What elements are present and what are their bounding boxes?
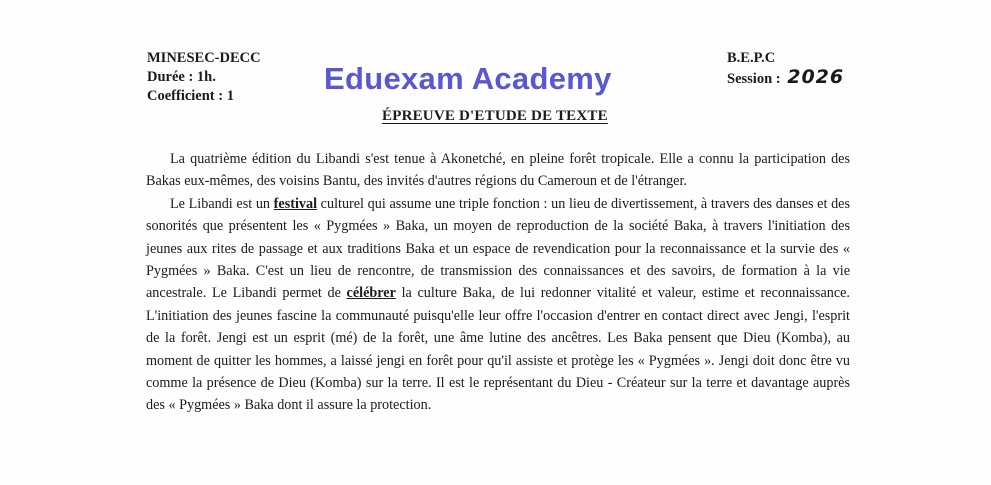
session-label: Session : [727, 71, 781, 87]
coefficient-label: Coefficient : 1 [147, 88, 234, 104]
exam-label: B.E.P.C [727, 50, 776, 66]
header-right [727, 49, 844, 89]
org-label: MINESEC-DECC [147, 50, 261, 66]
session-year: 2026 [787, 66, 845, 88]
paragraph-2 [146, 193, 850, 417]
page-title: ÉPREUVE D'ETUDE DE TEXTE [382, 108, 608, 124]
session-line [727, 68, 844, 89]
header-left [147, 49, 261, 106]
paragraph-2-part-1: Le Libandi est un [170, 195, 274, 212]
watermark-logo: Eduexam Academy [324, 61, 612, 96]
duration-label: Durée : 1h. [147, 69, 216, 85]
text-body [146, 148, 850, 417]
paragraph-2-part-3: la culture Baka, de lui redonner vitalité et valeur, estime et reconnaissance. L'initiation des jeunes fascine la communauté puisqu'elle leur offre l'occasion d'entrer en contact direct avec Jengi, l'esprit de la forêt. Jengi est un esprit (mé) de la forêt, une âme lutine des ancêtres. Les Baka pensent que Dieu (Komba), au moment de quitter les hommes, a laissé jengi en forêt pour qu'il assiste et protège les « Pygmées ». Jengi doit donc être vu comme la présence de Dieu (Komba) sur la terre. Il est le représentant du Dieu - Créateur sur la terre et davantage auprès des « Pygmées » Baka dont il assure la protection. [146, 285, 850, 414]
paragraph-2-part-2: culturel qui assume une triple fonction : un lieu de divertissement, à travers des danses et des sonorités que présentent les « Pygmées » Baka, un moyen de reproduction de la société Baka, à travers l'initiation des jeunes aux rites de passage et aux traditions Baka et un espace de revendication pour la reconnaissance et la survie des « Pygmées » Baka. C'est un lieu de rencontre, de transmission des connaissances et des savoirs, de formation à la vie ancestrale. Le Libandi permet de [146, 195, 850, 302]
keyword-celebrer: célébrer [346, 285, 396, 302]
keyword-festival: festival [273, 195, 318, 212]
paragraph-1: La quatrième édition du Libandi s'est tenue à Akonetché, en pleine forêt tropicale. Elle a connu la participation des Bakas eux-mêmes, des voisins Bantu, des invités d'autres régions du Cameroun et de l'étranger. [146, 151, 850, 190]
